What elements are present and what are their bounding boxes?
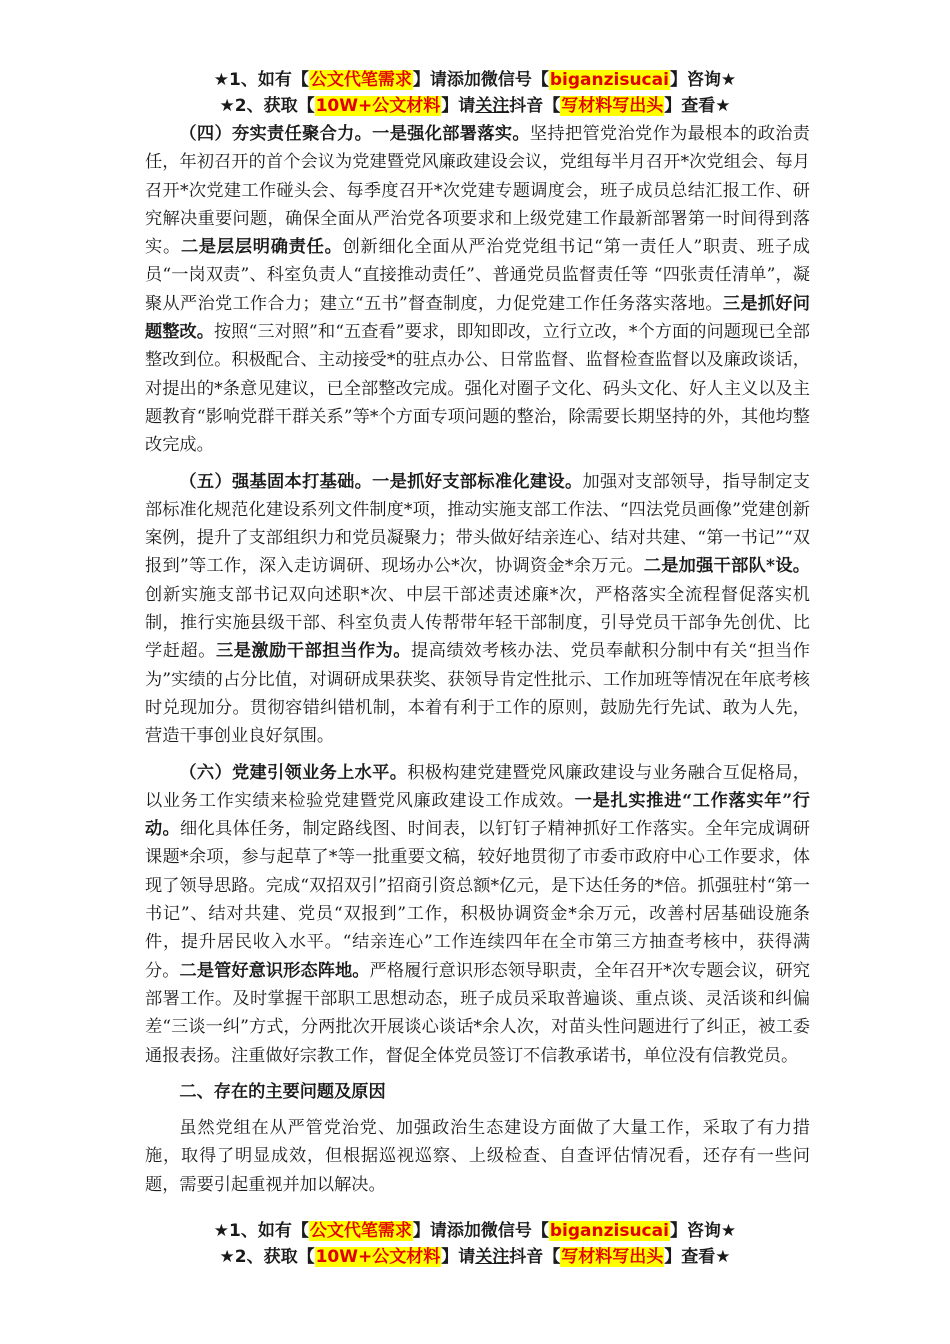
- promo-wechat-id: biganzisucai: [549, 1221, 669, 1241]
- promo-line-1: ★1、如有【公文代笔需求】请添加微信号【biganzisucai】咨询★: [213, 70, 737, 90]
- section-title: （四）夯实责任聚合力。: [179, 124, 373, 144]
- paragraph-4: （四）夯实责任聚合力。一是强化部署落实。坚持把管党治党作为最根本的政治责任，年初召开的首个会议为党建暨党风廉政建设会议，党组每半月召开*次党组会、每月召开*次党建工作碰头会、每季度召开*次党建专题调度会，班子成员总结汇报工作、研究解决重要问题，确保全面从严治党各项要求和上级党建工作最新部署第一时间得到落实。二是层层明确责任。创新细化全面从严治党党组书记“第一责任人”职责、班子成员“一岗双责”、科室负责人“直接推动责任”、普通党员监督责任等 “四张责任清单”，凝聚从严治党工作合力；建立“五书”督查制度，力促党建工作任务落实落地。三是抓好问题整改。按照“三对照”和“五查看”要求，即知即改，立行立改，*个方面的问题现已全部整改到位。积极配合、主动接受*的驻点办公、日常监督、监督检查监督以及廉政谈话，对提出的*条意见建议，已全部整改完成。强化对圈子文化、码头文化、好人主义以及主题教育“影响党群干群关系”等*个方面专项问题的整治，除需要长期坚持的外，其他均整改完成。: [145, 124, 810, 456]
- promo-highlight: 公文代笔需求: [309, 1221, 412, 1241]
- promo-douyin-id: 写材料写出头: [561, 96, 664, 116]
- promo-highlight: 公文代笔需求: [309, 70, 412, 90]
- promo-banner-top: [120, 67, 830, 119]
- promo-line-1: ★1、如有【公文代笔需求】请添加微信号【biganzisucai】咨询★: [213, 1221, 737, 1241]
- promo-highlight: 10W+公文材料: [315, 96, 441, 116]
- section-title: （五）强基固本打基础。: [179, 471, 373, 492]
- document-body: [145, 120, 810, 1199]
- promo-line-2: ★2、获取【10W+公文材料】请关注抖音【写材料写出头】查看★: [219, 96, 731, 116]
- section-heading-2: 二、存在的主要问题及原因: [179, 1081, 386, 1102]
- paragraph-5: （五）强基固本打基础。一是抓好支部标准化建设。加强对支部领导，指导制定支部标准化规范化建设系列文件制度*项，推动实施支部工作法、“四法党员画像”党建创新案例，提升了支部组织力和党员凝聚力；带头做好结亲连心、结对共建、“第一书记”“双报到”等工作，深入走访调研、现场办公*次，协调资金*余万元。二是加强干部队*设。创新实施支部书记双向述职*次、中层干部述责述廉*次，严格落实全流程督促落实机制，推行实施县级干部、科室负责人传帮带年轻干部制度，引导党员干部争先创优、比学赶超。三是激励干部担当作为。提高绩效考核办法、党员奉献积分制中有关“担当作为”实绩的占分比值，对调研成果获奖、获领导肯定性批示、工作加班等情况在年底考核时兑现加分。贯彻容错纠错机制，本着有利于工作的原则，鼓励先行先试、敢为人先，营造干事创业良好氛围。: [145, 471, 810, 747]
- promo-highlight: 10W+公文材料: [315, 1247, 441, 1267]
- promo-douyin-id: 写材料写出头: [561, 1247, 664, 1267]
- promo-banner-bottom: [120, 1218, 830, 1270]
- paragraph-section-2: 虽然党组在从严管党治党、加强政治生态建设方面做了大量工作，采取了有力措施，取得了明显成效，但根据巡视巡察、上级检查、自查评估情况看，还存有一些问题，需要引起重视并加以解决。: [145, 1118, 810, 1195]
- promo-line-2: ★2、获取【10W+公文材料】请关注抖音【写材料写出头】查看★: [219, 1247, 731, 1267]
- section-title: （六）党建引领业务上水平。: [179, 762, 408, 783]
- paragraph-6: （六）党建引领业务上水平。积极构建党建暨党风廉政建设与业务融合互促格局，以业务工作实绩来检验党建暨党风廉政建设工作成效。一是扎实推进“工作落实年”行动。细化具体任务，制定路线图、时间表，以钉钉子精神抓好工作落实。全年完成调研课题*余项，参与起草了*等一批重要文稿，较好地贯彻了市委市政府中心工作要求，体现了领导思路。完成“双招双引”招商引资总额*亿元，是下达任务的*倍。抓强驻村“第一书记”、结对共建、党员“双报到”工作，积极协调资金*余万元，改善村居基础设施条件，提升居民收入水平。“结亲连心”工作连续四年在全市第三方抽查考核中，获得满分。二是管好意识形态阵地。严格履行意识形态领导职责，全年召开*次专题会议，研究部署工作。及时掌握干部职工思想动态，班子成员采取普遍谈、重点谈、灵活谈和纠偏差“三谈一纠”方式，分两批次开展谈心谈话*余人次，对苗头性问题进行了纠正，被工委通报表扬。注重做好宗教工作，督促全体党员签订不信教承诺书，单位没有信教党员。: [145, 762, 810, 1066]
- promo-wechat-id: biganzisucai: [549, 70, 669, 90]
